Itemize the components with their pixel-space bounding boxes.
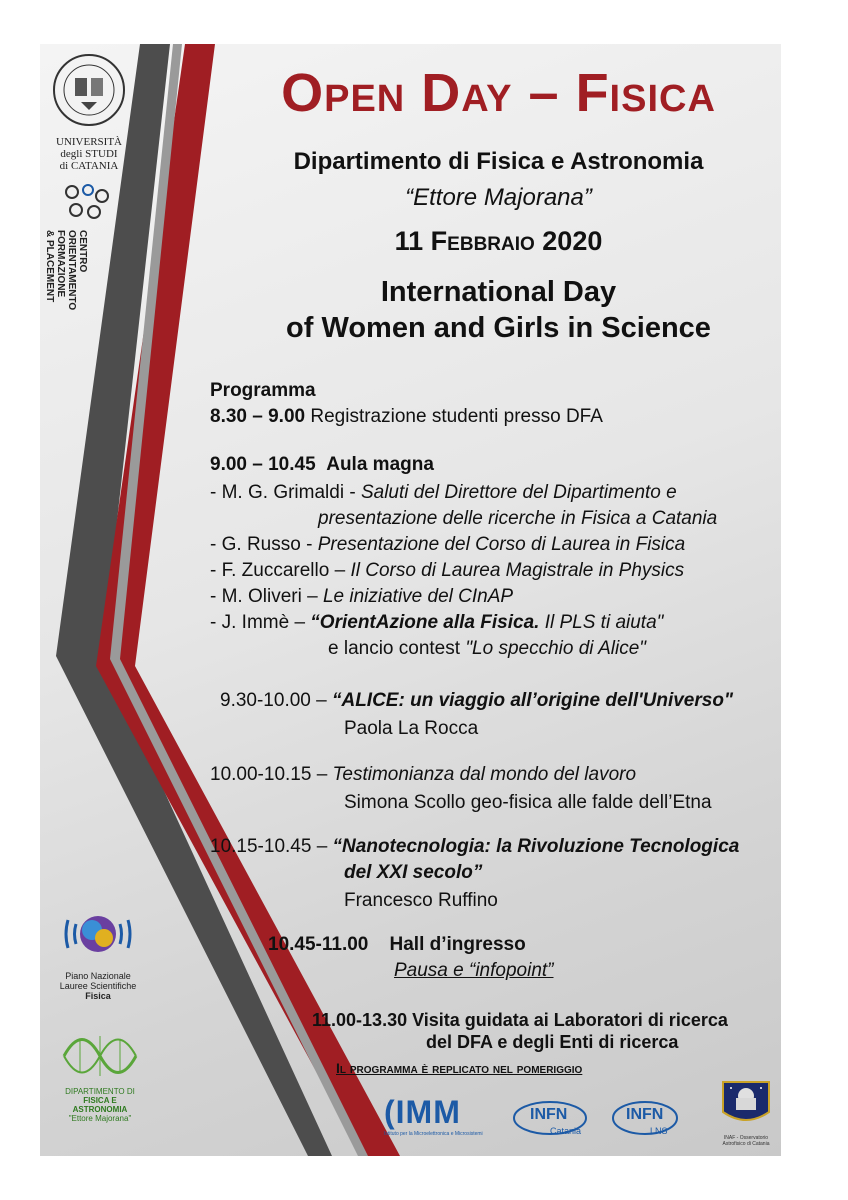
nano-title-line2: del XXI secolo” bbox=[344, 862, 483, 883]
visit-line1: 11.00-13.30 Visita guidata ai Laboratori di ricerca bbox=[312, 1010, 728, 1030]
center-logo bbox=[62, 182, 118, 229]
talk-title: Le iniziative del CInAP bbox=[322, 586, 514, 607]
university-seal-icon bbox=[51, 52, 127, 132]
break-place: Hall d’ingresso bbox=[389, 934, 526, 955]
infn-catania-logo bbox=[510, 1098, 590, 1142]
work-title: Testimonianza dal mondo del lavoro bbox=[332, 764, 637, 785]
inaf-logo bbox=[716, 1076, 776, 1147]
talk-row-contest bbox=[328, 638, 646, 660]
infn-name: INFN bbox=[530, 1106, 568, 1123]
alice-row bbox=[220, 690, 733, 712]
session-time: 9.00 – 10.45 bbox=[210, 454, 316, 475]
talk-speaker: - M. G. Grimaldi - bbox=[210, 482, 361, 503]
work-time: 10.00-10.15 – bbox=[210, 764, 333, 785]
infn-catania: Catania bbox=[550, 1126, 582, 1136]
session-row bbox=[210, 454, 434, 476]
pls-line1: Piano Nazionale bbox=[65, 971, 131, 981]
center-text bbox=[44, 230, 128, 350]
talk-speaker: - M. Oliveri – bbox=[210, 586, 323, 607]
talk-row bbox=[210, 534, 685, 556]
nano-row bbox=[210, 836, 739, 858]
imm-name: IMM bbox=[395, 1094, 461, 1130]
wave-icon bbox=[60, 1030, 140, 1082]
nano-speaker: Francesco Ruffino bbox=[344, 890, 498, 911]
university-logo bbox=[50, 52, 128, 137]
pls-line3: Fisica bbox=[85, 991, 111, 1001]
talk-row bbox=[210, 586, 513, 608]
talk-title-rest: Il PLS ti aiuta" bbox=[539, 612, 664, 633]
center-line3: FORMAZIONE bbox=[55, 230, 66, 298]
dfa-logo bbox=[52, 1030, 148, 1123]
program-heading: Programma bbox=[210, 380, 316, 401]
infn-lns-logo bbox=[610, 1098, 680, 1142]
talk-row: presentazione delle ricerche in Fisica a Catania bbox=[318, 508, 718, 529]
break-time: 10.45-11.00 bbox=[268, 934, 369, 955]
visit-line2: del DFA e degli Enti di ricerca bbox=[426, 1032, 679, 1052]
alice-speaker: Paola La Rocca bbox=[344, 718, 479, 739]
university-name-line2: degli STUDI bbox=[60, 148, 118, 160]
poster bbox=[40, 44, 781, 1156]
talk-row-imme bbox=[210, 612, 663, 634]
session-place: Aula magna bbox=[326, 454, 434, 475]
dfa-line3: ASTRONOMIA bbox=[72, 1105, 128, 1114]
talk-speaker: - F. Zuccarello – bbox=[210, 560, 351, 581]
observatory-icon bbox=[719, 1076, 773, 1130]
talk-speaker: - J. Immè – bbox=[210, 612, 311, 633]
replica-note: Il programma è replicato nel pomeriggio bbox=[336, 1060, 583, 1076]
inaf-text: INAF - Osservatorio Astrofisico di Catania bbox=[722, 1135, 770, 1147]
center-line4: & PLACEMENT bbox=[44, 230, 55, 303]
university-name-line3: di CATANIA bbox=[59, 160, 119, 172]
imm-subtitle: Istituto per la Microelettronica e Microsistemi bbox=[384, 1131, 483, 1137]
nano-title: “Nanotecnologia: la Rivoluzione Tecnologica bbox=[332, 836, 740, 857]
registration-time: 8.30 – 9.00 bbox=[210, 406, 306, 427]
work-row bbox=[210, 764, 636, 786]
department-name: Dipartimento di Fisica e Astronomia bbox=[293, 148, 704, 175]
registration-row bbox=[210, 406, 603, 428]
imm-logo bbox=[384, 1094, 484, 1137]
talk-row bbox=[210, 482, 677, 504]
pls-logo-icon bbox=[60, 900, 136, 966]
infn-lns: LNS bbox=[650, 1126, 668, 1136]
talk-title-bold: “OrientAzione alla Fisica. bbox=[310, 612, 540, 633]
work-speaker: Simona Scollo geo-fisica alle falde dell’Etna bbox=[344, 792, 712, 813]
talk-row bbox=[210, 560, 684, 582]
center-line2: ORIENTAMENTO bbox=[66, 230, 77, 311]
university-name bbox=[50, 136, 128, 172]
contest-prefix: e lancio contest bbox=[328, 638, 466, 659]
talk-title: Presentazione del Corso di Laurea in Fisica bbox=[317, 534, 686, 555]
registration-text: Registrazione studenti presso DFA bbox=[305, 406, 603, 427]
dfa-line1: DIPARTIMENTO DI bbox=[65, 1087, 135, 1096]
nano-time: 10.15-10.45 – bbox=[210, 836, 333, 857]
infn-name: INFN bbox=[626, 1106, 664, 1123]
talk-speaker: - G. Russo - bbox=[210, 534, 318, 555]
alice-title: “ALICE: un viaggio all’origine dell'Universo" bbox=[331, 690, 733, 711]
talk-title: Saluti del Direttore del Dipartimento e bbox=[360, 482, 677, 503]
break-text: Pausa e “infopoint” bbox=[394, 960, 554, 981]
event-name-line2: of Women and Girls in Science bbox=[286, 312, 711, 344]
alice-time: 9.30-10.00 – bbox=[220, 690, 332, 711]
center-line1: CENTRO bbox=[77, 230, 88, 273]
talk-title: Il Corso di Laurea Magistrale in Physics bbox=[350, 560, 685, 581]
event-name-line1: International Day bbox=[380, 276, 617, 308]
dfa-line2: FISICA E bbox=[83, 1096, 117, 1105]
page-title: Open Day – Fisica bbox=[281, 63, 716, 123]
event-date: 11 Febbraio 2020 bbox=[394, 226, 603, 256]
pls-line2: Lauree Scientifiche bbox=[59, 981, 137, 991]
break-row bbox=[268, 934, 526, 956]
center-dots-icon bbox=[62, 182, 112, 224]
university-name-line1: UNIVERSITÀ bbox=[56, 136, 122, 148]
pls-logo bbox=[58, 900, 138, 1001]
imm-c-icon: ( bbox=[384, 1094, 396, 1130]
contest-title: "Lo specchio di Alice" bbox=[465, 638, 647, 659]
dfa-line4: "Ettore Majorana" bbox=[68, 1114, 132, 1123]
department-subtitle: “Ettore Majorana” bbox=[405, 184, 592, 211]
